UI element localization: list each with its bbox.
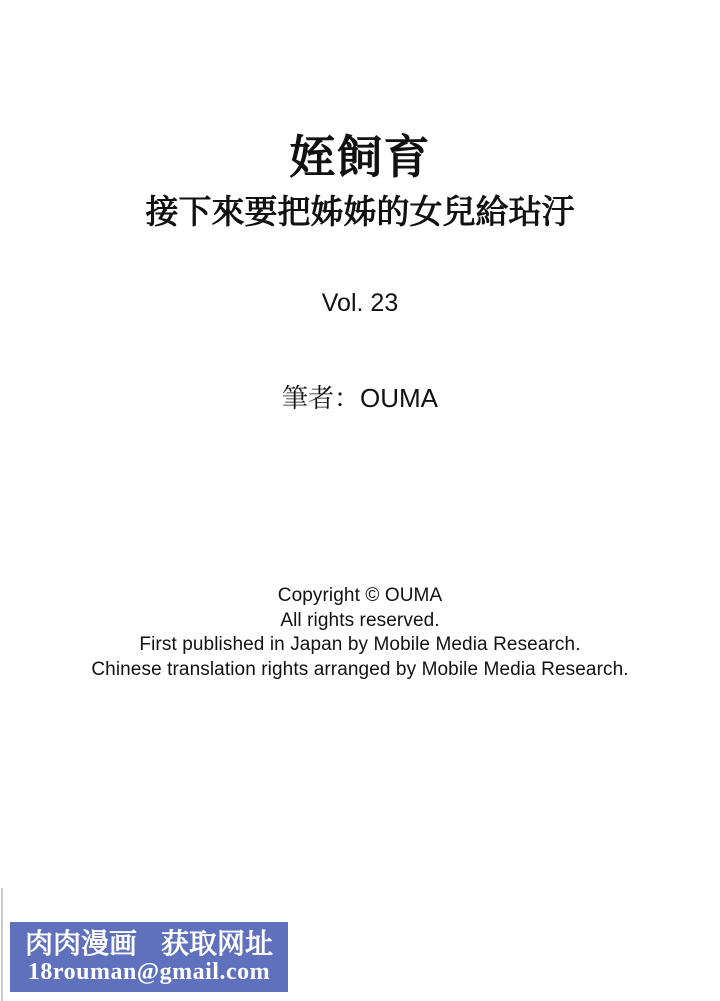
- watermark-cta: 获取网址: [161, 927, 274, 959]
- watermark-site-name: 肉肉漫画: [24, 927, 137, 959]
- volume-number: Vol. 23: [321, 289, 399, 317]
- watermark-title-line: [25, 929, 273, 958]
- watermark-email: 18rouman@gmail.com: [27, 959, 271, 986]
- author-credit: 筆者：OUMA: [281, 383, 438, 413]
- series-subtitle: 接下來要把姊姊的女兒給玷汙: [145, 193, 575, 230]
- scan-artifact-line: [1, 888, 3, 1001]
- first-published-line: First published in Japan by Mobile Media Research.: [139, 634, 581, 655]
- translation-rights-line: Chinese translation rights arranged by Mobile Media Research.: [91, 658, 629, 680]
- copyright-line: Copyright © OUMA: [277, 585, 443, 606]
- copyright-block: [0, 584, 720, 682]
- watermark-box: [10, 922, 288, 992]
- rights-reserved-line: All rights reserved.: [280, 609, 440, 631]
- series-title: 姪飼育: [289, 131, 431, 183]
